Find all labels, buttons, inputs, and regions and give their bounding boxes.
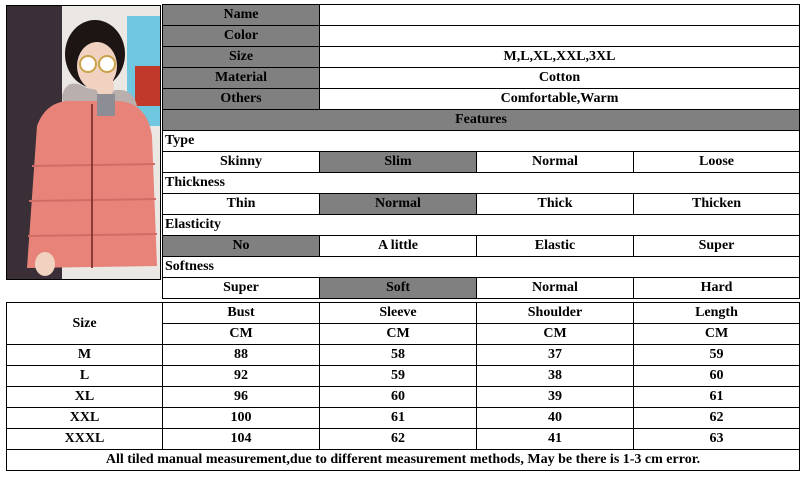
spec-label: Color [163,26,320,47]
feature-group-title: Softness [163,257,800,278]
spec-value [320,5,800,26]
table-cell: 41 [477,429,634,450]
table-row [7,387,800,408]
spec-label: Size [163,47,320,68]
size-chart-table [6,302,800,471]
column-header: Bust [163,303,320,324]
feature-group-title-row [163,215,800,236]
spec-label: Material [163,68,320,89]
feature-option: Normal [477,152,634,173]
spec-value: M,L,XL,XXL,3XL [320,47,800,68]
feature-option: Thick [477,194,634,215]
table-cell: 60 [320,387,477,408]
feature-option-selected: No [163,236,320,257]
feature-group-title-row [163,173,800,194]
size-label: M [7,345,163,366]
table-cell: 104 [163,429,320,450]
feature-option-selected: Normal [320,194,477,215]
spec-table [162,4,800,299]
measurement-note: All tiled manual measurement,due to different measurement methods, May be there is 1-3 cm error. [7,450,800,471]
feature-option: Super [163,278,320,299]
table-cell: 61 [634,387,800,408]
table-row [7,366,800,387]
table-cell: 96 [163,387,320,408]
size-label: XXXL [7,429,163,450]
size-header-row [7,303,800,324]
feature-group-title: Thickness [163,173,800,194]
feature-option: Loose [634,152,800,173]
feature-option: Skinny [163,152,320,173]
feature-option: Super [634,236,800,257]
size-label: L [7,366,163,387]
column-header: Length [634,303,800,324]
spec-label: Name [163,5,320,26]
column-header: Shoulder [477,303,634,324]
table-cell: 37 [477,345,634,366]
size-header: Size [7,303,163,345]
spec-row-others [163,89,800,110]
feature-option: Thicken [634,194,800,215]
unit-label: CM [477,324,634,345]
column-header: Sleeve [320,303,477,324]
table-cell: 61 [320,408,477,429]
spec-label: Others [163,89,320,110]
spec-value: Comfortable,Warm [320,89,800,110]
feature-option: A little [320,236,477,257]
spec-value [320,26,800,47]
feature-option: Hard [634,278,800,299]
table-cell: 62 [320,429,477,450]
feature-option: Normal [477,278,634,299]
spec-row-name [163,5,800,26]
unit-label: CM [320,324,477,345]
table-cell: 40 [477,408,634,429]
model-illustration [7,6,161,280]
feature-options-row [163,194,800,215]
table-cell: 92 [163,366,320,387]
spec-row-material [163,68,800,89]
feature-options-row [163,236,800,257]
size-label: XL [7,387,163,408]
table-cell: 100 [163,408,320,429]
feature-option-selected: Slim [320,152,477,173]
table-cell: 59 [634,345,800,366]
features-title: Features [163,110,800,131]
table-cell: 62 [634,408,800,429]
spec-row-size [163,47,800,68]
note-row [7,450,800,471]
product-photo [6,5,161,280]
unit-label: CM [163,324,320,345]
size-label: XXL [7,408,163,429]
feature-group-title: Type [163,131,800,152]
table-cell: 60 [634,366,800,387]
table-row [7,429,800,450]
feature-group-title-row [163,257,800,278]
feature-group-title-row [163,131,800,152]
feature-group-title: Elasticity [163,215,800,236]
table-cell: 58 [320,345,477,366]
spec-row-color [163,26,800,47]
spec-value: Cotton [320,68,800,89]
feature-options-row [163,152,800,173]
feature-option: Thin [163,194,320,215]
table-cell: 59 [320,366,477,387]
feature-option: Elastic [477,236,634,257]
table-cell: 39 [477,387,634,408]
unit-label: CM [634,324,800,345]
table-cell: 38 [477,366,634,387]
table-cell: 88 [163,345,320,366]
table-row [7,408,800,429]
table-cell: 63 [634,429,800,450]
feature-option-selected: Soft [320,278,477,299]
features-header-row [163,110,800,131]
feature-options-row [163,278,800,299]
table-row [7,345,800,366]
